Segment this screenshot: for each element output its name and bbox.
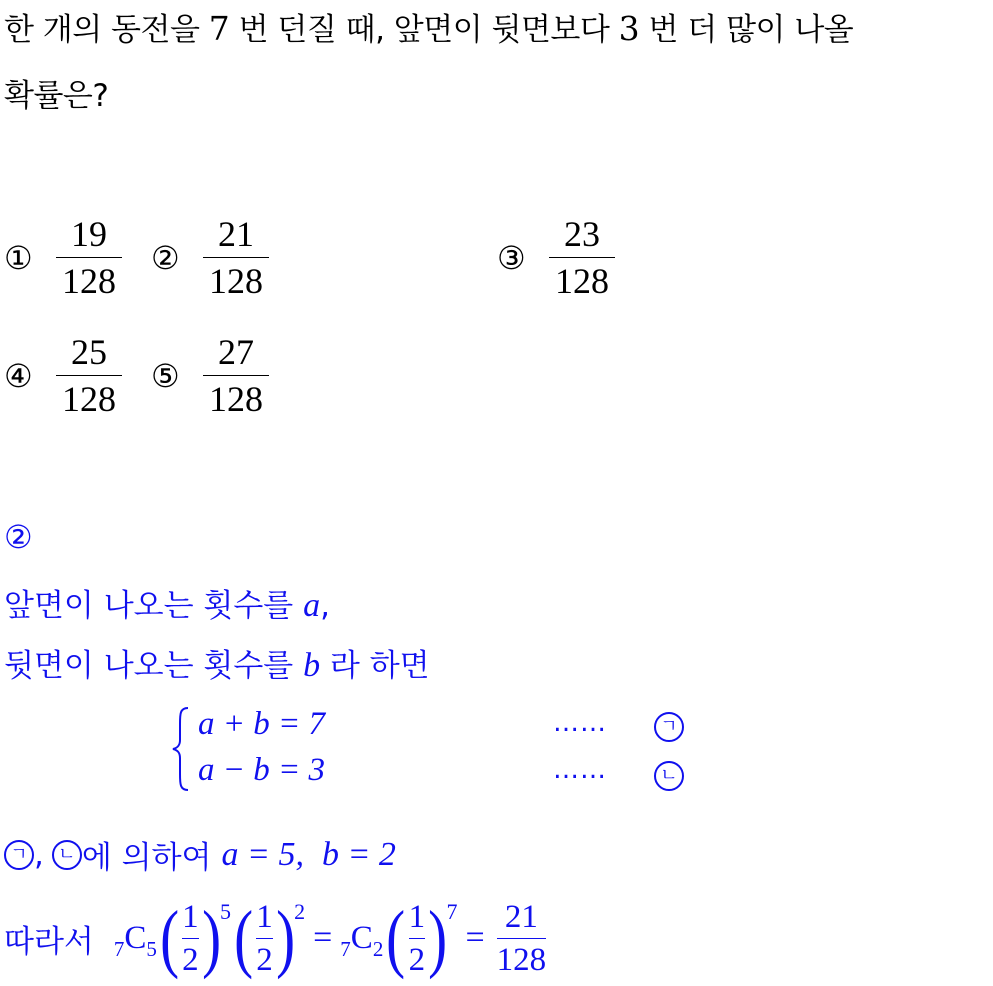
choice-1-denominator: 128 bbox=[62, 261, 116, 301]
solution-answer: ② bbox=[4, 518, 33, 556]
leader-dots-2: …… bbox=[553, 755, 607, 785]
result-fraction bbox=[493, 899, 551, 978]
choice-2-numerator: 21 bbox=[218, 214, 254, 254]
exponent-7: 7 bbox=[446, 898, 458, 924]
result-a: a = 5, bbox=[221, 835, 304, 873]
choice-3-denominator: 128 bbox=[555, 261, 609, 301]
equals-sign-2: = bbox=[465, 919, 485, 956]
comb-1-k: 5 bbox=[146, 936, 157, 961]
half-numerator: 1 bbox=[256, 898, 273, 935]
solution-line-1 bbox=[4, 580, 330, 625]
choice-1-fraction bbox=[52, 214, 126, 301]
comb-1-letter: C bbox=[124, 919, 147, 956]
choice-5[interactable] bbox=[151, 332, 273, 419]
half-fraction-2 bbox=[256, 899, 273, 978]
solution-line-1-end: , bbox=[320, 588, 330, 624]
leader-dots-1: …… bbox=[553, 708, 607, 738]
choice-2-fraction bbox=[199, 214, 273, 301]
solution-line-3-text: 에 의하여 bbox=[81, 840, 212, 876]
fraction-bar bbox=[549, 257, 615, 258]
solution-line-2-end: 라 하면 bbox=[320, 648, 430, 684]
half-power-5 bbox=[157, 896, 231, 980]
fraction-bar bbox=[203, 375, 269, 376]
circled-mark-ref-1: ㄱ bbox=[4, 840, 34, 870]
exponent-2: 2 bbox=[294, 898, 306, 924]
half-numerator: 1 bbox=[408, 898, 426, 935]
fraction-bar bbox=[256, 938, 273, 939]
fraction-bar bbox=[182, 938, 199, 939]
fraction-bar bbox=[203, 257, 269, 258]
choice-1-numerator: 19 bbox=[71, 214, 107, 254]
comb-2-letter: C bbox=[350, 919, 373, 956]
variable-a: a bbox=[303, 587, 321, 624]
circled-mark-2: ㄴ bbox=[654, 761, 684, 791]
left-paren-icon: ( bbox=[160, 896, 180, 980]
result-b: b = 2 bbox=[321, 835, 396, 873]
circled-mark-ref-2: ㄴ bbox=[52, 840, 82, 870]
question-text-c: 번 더 많이 나올 bbox=[639, 12, 854, 48]
comb-2-k: 2 bbox=[372, 936, 384, 961]
choice-5-numerator: 27 bbox=[218, 332, 254, 372]
final-formula bbox=[4, 893, 550, 983]
choice-3-numerator: 23 bbox=[564, 214, 600, 254]
solution-line-3-comma: , bbox=[34, 836, 44, 873]
question-number-3: 3 bbox=[618, 9, 640, 48]
half-denominator: 2 bbox=[182, 941, 199, 978]
half-denominator: 2 bbox=[408, 941, 426, 978]
result-denominator: 128 bbox=[496, 941, 547, 978]
combination-7c2 bbox=[340, 919, 384, 961]
question-text-a: 한 개의 동전을 bbox=[4, 12, 209, 48]
half-numerator: 1 bbox=[182, 898, 199, 935]
choice-4-label: ④ bbox=[4, 356, 33, 395]
question-line-1 bbox=[4, 4, 853, 49]
question-number-7: 7 bbox=[208, 9, 230, 48]
question-text-b: 번 던질 때, 앞면이 뒷면보다 bbox=[229, 12, 619, 48]
choice-2-denominator: 128 bbox=[209, 261, 263, 301]
final-label: 따라서 bbox=[4, 923, 94, 960]
half-power-7 bbox=[383, 896, 458, 980]
comb-1-n: 7 bbox=[113, 936, 125, 961]
left-brace-icon bbox=[170, 706, 192, 792]
half-fraction-3 bbox=[409, 899, 426, 978]
right-paren-icon: ) bbox=[201, 896, 221, 980]
choice-4-numerator: 25 bbox=[71, 332, 107, 372]
solution-line-1-text: 앞면이 나오는 횟수를 bbox=[4, 588, 304, 624]
equals-sign-1: = bbox=[313, 919, 333, 956]
choice-5-denominator: 128 bbox=[209, 379, 263, 419]
result-numerator: 21 bbox=[504, 898, 538, 935]
left-paren-icon: ( bbox=[386, 896, 406, 980]
half-fraction-1 bbox=[182, 899, 199, 978]
fraction-bar bbox=[497, 938, 547, 939]
solution-line-2 bbox=[4, 640, 430, 685]
fraction-bar bbox=[409, 938, 426, 939]
equation-1: a + b = 7 bbox=[198, 706, 326, 742]
solution-line-2-text: 뒷면이 나오는 횟수를 bbox=[4, 648, 304, 684]
choice-3-label: ③ bbox=[497, 238, 526, 277]
choice-5-label: ⑤ bbox=[151, 356, 180, 395]
variable-b: b bbox=[303, 647, 321, 684]
comb-2-n: 7 bbox=[340, 936, 351, 961]
choice-5-fraction bbox=[199, 332, 273, 419]
half-denominator: 2 bbox=[256, 941, 273, 978]
choice-4-denominator: 128 bbox=[62, 379, 116, 419]
circled-mark-1: ㄱ bbox=[654, 712, 684, 742]
exponent-5: 5 bbox=[219, 898, 231, 924]
choice-4[interactable] bbox=[4, 332, 126, 419]
choice-4-fraction bbox=[52, 332, 126, 419]
right-paren-icon: ) bbox=[275, 896, 295, 980]
fraction-bar bbox=[56, 257, 122, 258]
choice-3[interactable] bbox=[497, 214, 619, 301]
equation-2: a − b = 3 bbox=[198, 752, 326, 788]
choice-2-label: ② bbox=[151, 238, 180, 277]
choice-1[interactable] bbox=[4, 214, 126, 301]
fraction-bar bbox=[56, 375, 122, 376]
choice-1-label: ① bbox=[4, 238, 33, 277]
question-line-2: 확률은? bbox=[4, 78, 109, 114]
choice-3-fraction bbox=[545, 214, 619, 301]
left-paren-icon: ( bbox=[234, 896, 254, 980]
combination-7c5 bbox=[113, 919, 157, 961]
right-paren-icon: ) bbox=[428, 896, 448, 980]
solution-line-3 bbox=[4, 832, 396, 877]
half-power-2 bbox=[231, 896, 306, 980]
choice-2[interactable] bbox=[151, 214, 273, 301]
